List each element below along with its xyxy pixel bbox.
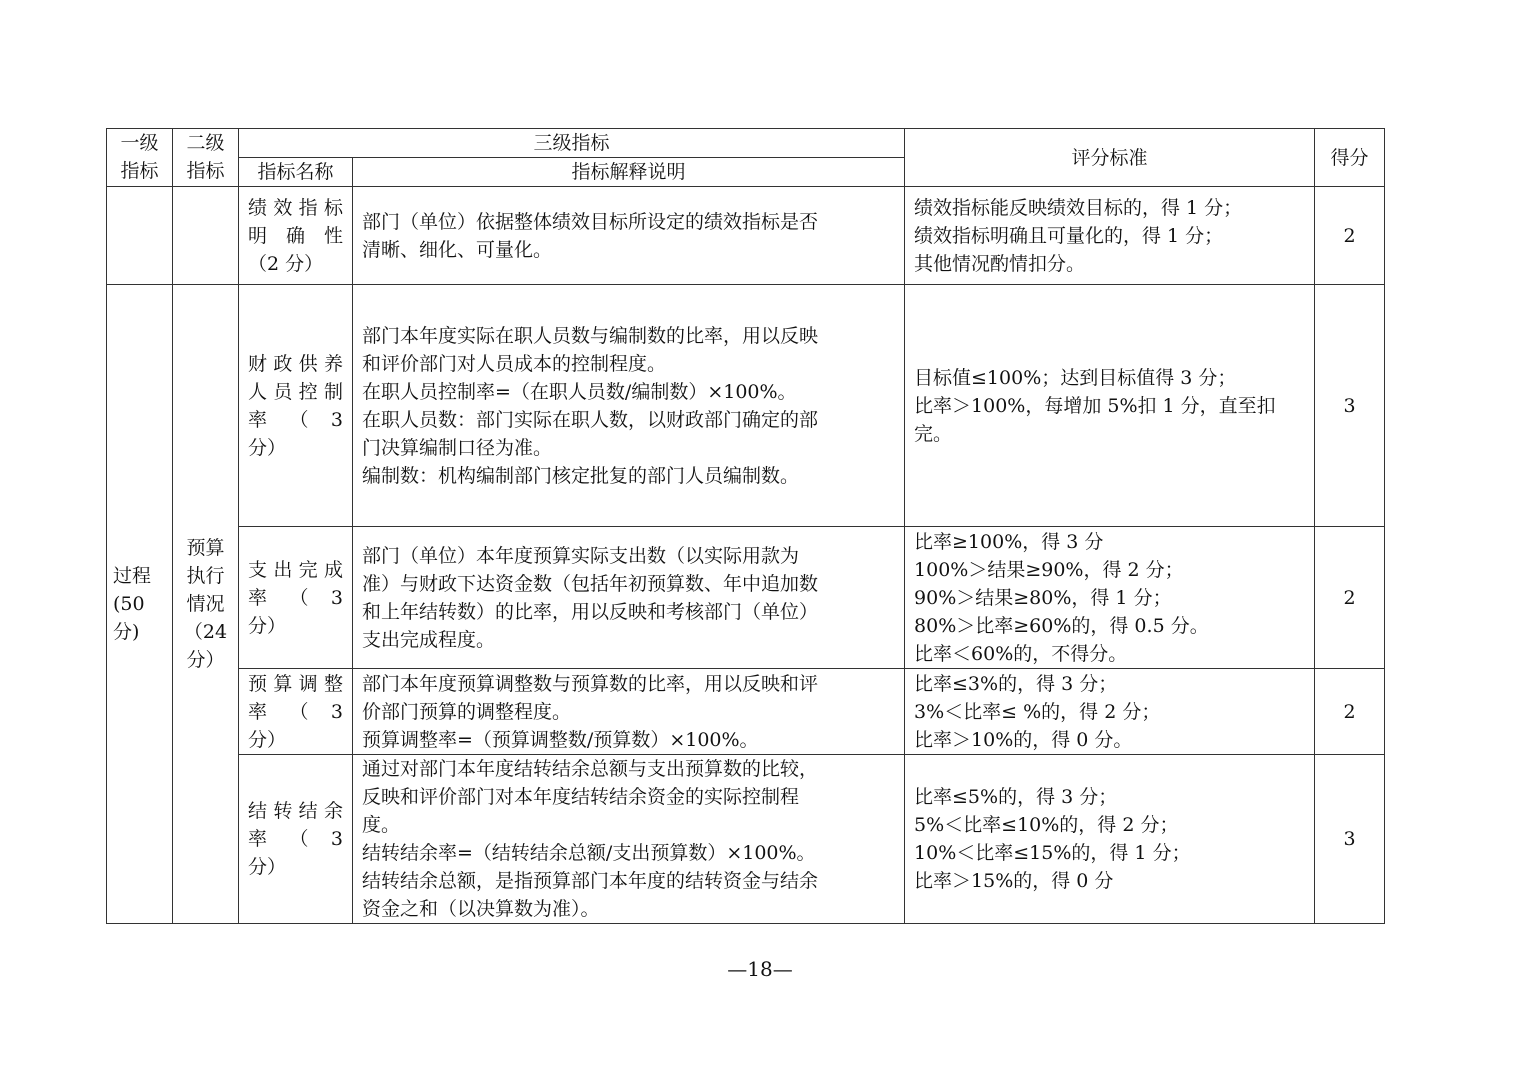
desc-line: 清晰、细化、可量化。 — [362, 238, 553, 261]
desc-line: 编制数：机构编制部门核定批复的部门人员编制数。 — [362, 464, 800, 487]
criteria-line: 目标值≤100%；达到目标值得 3 分； — [914, 366, 1237, 389]
header-level1-line1: 一级 — [120, 132, 159, 154]
desc-line: 和评价部门对人员成本的控制程度。 — [362, 352, 667, 375]
empty-level1-cell — [107, 187, 173, 285]
criteria-line: 比率＞100%，每增加 5%扣 1 分，直至扣 — [914, 394, 1276, 417]
table-row — [107, 755, 1385, 924]
indicator-name-cell — [239, 669, 353, 755]
desc-line: 通过对部门本年度结转结余总额与支出预算数的比较， — [362, 758, 819, 780]
indicator-name-line: 分） — [248, 614, 287, 637]
criteria-line: 80%＞比率≥60%的，得 0.5 分。 — [914, 614, 1209, 637]
desc-line: 资金之和（以决算数为准）。 — [362, 898, 600, 920]
level1-line: 过程 — [113, 565, 152, 587]
desc-line: 准）与财政下达资金数（包括年初预算数、年中追加数 — [362, 572, 819, 595]
score-cell: 2 — [1315, 527, 1385, 669]
level2-line: 预算 — [186, 537, 225, 559]
header-indicator-name: 指标名称 — [239, 158, 353, 187]
desc-line: 在职人员控制率=（在职人员数/编制数）×100%。 — [362, 380, 797, 403]
criteria-line: 完。 — [914, 422, 953, 445]
criteria-cell — [905, 669, 1315, 755]
level2-line: 执行 — [186, 565, 225, 587]
evaluation-table — [106, 128, 1385, 924]
indicator-name-cell — [239, 187, 353, 285]
table-row — [107, 187, 1385, 285]
header-level1 — [107, 129, 173, 187]
indicator-name-cell — [239, 527, 353, 669]
criteria-line: 绩效指标能反映绩效目标的，得 1 分； — [914, 196, 1243, 219]
level1-process-cell — [107, 285, 173, 924]
score-cell: 3 — [1315, 285, 1385, 527]
level2-line: （24 — [183, 621, 228, 643]
desc-line: 价部门预算的调整程度。 — [362, 700, 572, 723]
table-row — [107, 527, 1385, 669]
criteria-line: 10%＜比率≤15%的，得 1 分； — [914, 842, 1191, 864]
level1-line: (50 — [113, 593, 145, 615]
criteria-line: 比率＞10%的，得 0 分。 — [914, 728, 1133, 751]
indicator-name-cell — [239, 755, 353, 924]
indicator-name-line: 预算调整 — [248, 672, 343, 695]
indicator-name-cell — [239, 285, 353, 527]
desc-line: 和上年结转数）的比率，用以反映和考核部门（单位） — [362, 600, 819, 623]
indicator-name-line: 率 （ 3 — [248, 700, 343, 723]
criteria-line: 比率＜60%的，不得分。 — [914, 642, 1128, 665]
indicator-desc-cell — [353, 669, 905, 755]
criteria-line: 90%＞结果≥80%，得 1 分； — [914, 586, 1172, 609]
desc-line: 在职人员数：部门实际在职人数，以财政部门确定的部 — [362, 408, 819, 431]
header-criteria: 评分标准 — [905, 129, 1315, 187]
indicator-name-line: 率 （ 3 — [248, 586, 343, 609]
indicator-desc-cell — [353, 527, 905, 669]
indicator-name-line: 率 （ 3 — [248, 828, 343, 850]
indicator-name-line: 分） — [248, 436, 287, 459]
header-score: 得分 — [1315, 129, 1385, 187]
desc-line: 部门本年度实际在职人员数与编制数的比率，用以反映 — [362, 324, 819, 347]
indicator-name-line: 分） — [248, 856, 287, 878]
header-level3: 三级指标 — [239, 129, 905, 158]
desc-line: 结转结余率=（结转结余总额/支出预算数）×100%。 — [362, 842, 816, 864]
criteria-line: 100%＞结果≥90%，得 2 分； — [914, 558, 1184, 581]
criteria-line: 比率≤3%的，得 3 分； — [914, 672, 1118, 695]
empty-level2-cell — [173, 187, 239, 285]
table-row — [107, 285, 1385, 527]
score-cell: 2 — [1315, 187, 1385, 285]
level2-line: 分） — [186, 649, 225, 671]
indicator-name-line: 明 确 性 — [248, 224, 343, 247]
indicator-name-line: 财政供养 — [248, 352, 343, 375]
page-number: —18— — [727, 957, 793, 981]
level2-budget-cell — [173, 285, 239, 924]
desc-line: 反映和评价部门对本年度结转结余资金的实际控制程 — [362, 786, 800, 808]
desc-line: 部门本年度预算调整数与预算数的比率，用以反映和评 — [362, 672, 819, 695]
header-level2-line2: 指标 — [186, 160, 225, 182]
indicator-name-line: 结转结余 — [248, 800, 343, 822]
desc-line: 部门（单位）依据整体绩效目标所设定的绩效指标是否 — [362, 210, 819, 233]
indicator-name-line: 率 （ 3 — [248, 408, 343, 431]
score-cell: 2 — [1315, 669, 1385, 755]
criteria-line: 比率＞15%的，得 0 分 — [914, 870, 1114, 892]
indicator-name-line: 支出完成 — [248, 558, 343, 581]
table-row — [107, 669, 1385, 755]
desc-line: 结转结余总额，是指预算部门本年度的结转资金与结余 — [362, 870, 819, 892]
criteria-cell — [905, 285, 1315, 527]
header-level2 — [173, 129, 239, 187]
score-cell: 3 — [1315, 755, 1385, 924]
header-row-1 — [107, 129, 1385, 158]
indicator-name-line: 分） — [248, 728, 287, 751]
header-level1-line2: 指标 — [120, 160, 159, 182]
level1-line: 分) — [113, 621, 140, 643]
criteria-cell — [905, 755, 1315, 924]
desc-line: 门决算编制口径为准。 — [362, 436, 553, 459]
indicator-desc-cell — [353, 285, 905, 527]
desc-line: 度。 — [362, 814, 401, 836]
criteria-cell — [905, 527, 1315, 669]
criteria-line: 绩效指标明确且可量化的，得 1 分； — [914, 224, 1224, 247]
level2-line: 情况 — [186, 593, 225, 615]
indicator-desc-cell — [353, 187, 905, 285]
indicator-name-line: 绩效指标 — [248, 196, 343, 219]
desc-line: 预算调整率=（预算调整数/预算数）×100%。 — [362, 728, 759, 751]
indicator-name-line: 人员控制 — [248, 380, 343, 403]
indicator-name-line: （2 分） — [248, 252, 324, 275]
indicator-desc-cell — [353, 755, 905, 924]
criteria-line: 5%＜比率≤10%的，得 2 分； — [914, 814, 1179, 836]
desc-line: 部门（单位）本年度预算实际支出数（以实际用款为 — [362, 544, 800, 567]
desc-line: 支出完成程度。 — [362, 628, 496, 651]
criteria-line: 3%＜比率≤ %的，得 2 分； — [914, 700, 1161, 723]
criteria-line: 比率≥100%，得 3 分 — [914, 530, 1104, 553]
criteria-cell — [905, 187, 1315, 285]
criteria-line: 其他情况酌情扣分。 — [914, 252, 1086, 275]
criteria-line: 比率≤5%的，得 3 分； — [914, 786, 1118, 808]
header-level2-line1: 二级 — [186, 132, 225, 154]
header-indicator-desc: 指标解释说明 — [353, 158, 905, 187]
